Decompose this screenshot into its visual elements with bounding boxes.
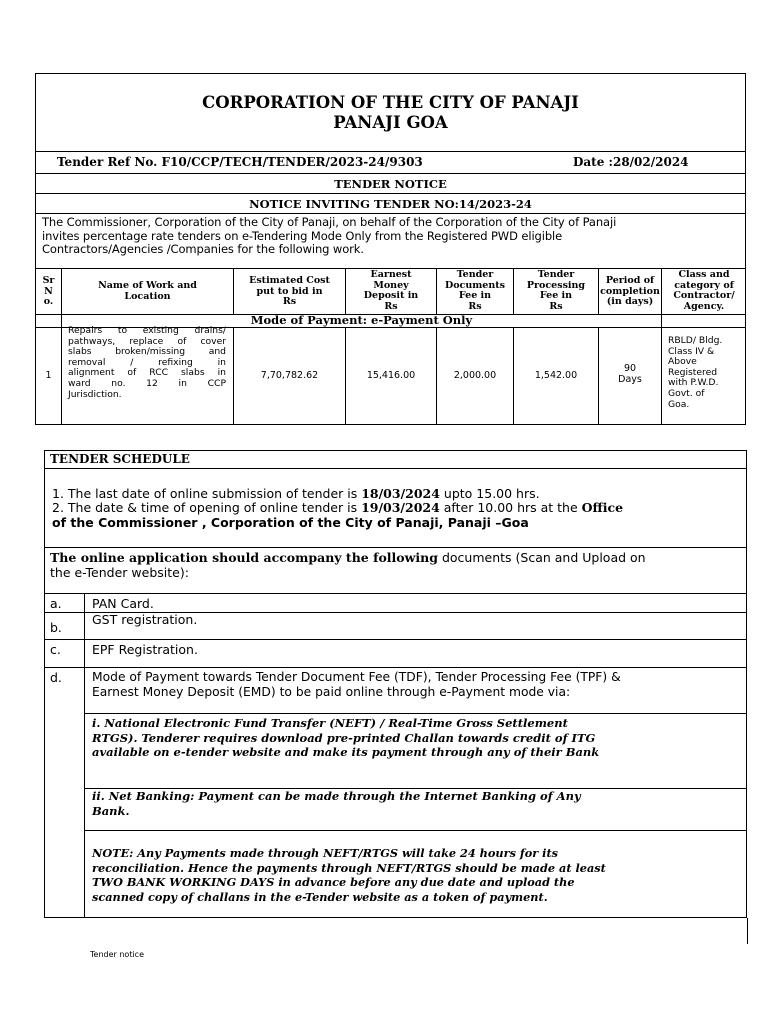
cell-earnest-money: 15,416.00 <box>366 370 416 381</box>
doc-pan-card: PAN Card. <box>92 596 154 611</box>
neft-option <box>92 716 599 760</box>
header-line: Rs <box>384 300 398 312</box>
header-line: Documents <box>444 279 505 291</box>
text: Earnest Money Deposit (EMD) to be paid online through e-Payment mode via: <box>92 685 571 699</box>
opening-date: 19/03/2024 <box>361 500 440 515</box>
header-line: completion <box>600 285 660 297</box>
list-letter: a. <box>50 596 62 611</box>
col-header-period <box>599 276 661 308</box>
page-footer: Tender notice <box>90 950 144 959</box>
divider <box>35 173 746 174</box>
schedule-line-2 <box>52 500 623 515</box>
schedule-line-1 <box>52 486 540 501</box>
header-line: Fee in <box>539 290 573 301</box>
schedule-title: TENDER SCHEDULE <box>50 452 190 466</box>
notice-title: TENDER NOTICE <box>334 177 447 191</box>
work-line: pathways, replace of cover <box>68 335 226 347</box>
header-line: (in days) <box>606 296 654 307</box>
list-letter: b. <box>50 620 62 635</box>
payment-note <box>92 846 606 904</box>
col-header-class <box>662 270 746 312</box>
work-line: alignment of RCC slabs in <box>68 367 226 379</box>
header-line: o. <box>43 296 54 307</box>
class-line: Class IV & <box>668 345 715 357</box>
office-text: Office <box>581 500 624 515</box>
col-header-sr <box>36 276 61 308</box>
tender-ref: Tender Ref No. F10/CCP/TECH/TENDER/2023-24/9303 <box>57 155 423 169</box>
schedule-line-3: of the Commissioner , Corporation of the City of Panaji, Panaji –Goa <box>52 515 529 530</box>
tender-date: Date :28/02/2024 <box>573 155 689 169</box>
header-line: Rs <box>468 300 482 312</box>
class-line: Goa. <box>668 398 690 410</box>
cell-document-fee: 2,000.00 <box>453 370 497 381</box>
text: reconciliation. Hence the payments through NEFT/RTGS should be made at least <box>92 860 606 875</box>
divider <box>44 667 747 668</box>
text: TWO BANK WORKING DAYS in advance before any due date and upload the <box>92 875 575 889</box>
header-line: N <box>44 285 53 297</box>
period-line: 90 <box>623 363 637 374</box>
notice-subtitle: NOTICE INVITING TENDER NO:14/2023-24 <box>249 197 532 211</box>
text: 2. The date & time of opening of online tender is <box>52 500 362 515</box>
intro-line: The Commissioner, Corporation of the City of Panaji, on behalf of the Corporation of the City of Panaji <box>42 215 617 229</box>
header-line: Processing <box>526 279 586 291</box>
doc-epf-registration: EPF Registration. <box>92 642 198 657</box>
work-line: Repairs to existing drains/ <box>68 325 226 336</box>
cell-work <box>68 326 226 400</box>
header-line: Sr <box>42 275 55 286</box>
col-header-emd <box>346 270 436 312</box>
margin-line <box>747 918 748 944</box>
divider <box>44 468 747 469</box>
text: The online application should accompany the following <box>50 550 438 565</box>
list-col-divider <box>84 593 85 918</box>
cell-estimated-cost: 7,70,782.62 <box>260 370 319 381</box>
cell-class <box>668 336 744 410</box>
header-line: Class and <box>678 269 730 280</box>
header-line: Tender <box>537 269 575 280</box>
header-line: Rs <box>282 296 297 307</box>
header-line: Money <box>373 279 409 291</box>
col-header-tpf <box>514 270 598 312</box>
documents-intro-2: the e-Tender website): <box>50 565 189 580</box>
class-line: Registered <box>668 366 718 378</box>
header-line: Estimated Cost <box>249 275 330 286</box>
class-line: RBLD/ Bldg. <box>668 335 723 346</box>
org-location: PANAJI GOA <box>333 113 448 132</box>
header-line: Rs <box>549 300 563 312</box>
header-line: Agency. <box>683 300 725 312</box>
text: 1. The last date of online submission of tender is <box>52 486 362 501</box>
divider <box>44 547 747 548</box>
divider <box>35 151 746 152</box>
cell-sr: 1 <box>45 370 52 381</box>
cell-period <box>599 363 661 385</box>
work-line: ward no. 12 in CCP <box>68 377 226 389</box>
list-letter: c. <box>50 642 61 657</box>
intro-paragraph <box>42 216 616 257</box>
col-header-tdf <box>437 270 513 312</box>
header-line: Deposit in <box>363 290 419 301</box>
net-banking-option <box>92 789 581 818</box>
intro-line: Contractors/Agencies /Companies for the following work. <box>42 242 364 256</box>
text: documents (Scan and Upload on <box>437 550 646 565</box>
work-line: Jurisdiction. <box>68 388 122 400</box>
org-name: CORPORATION OF THE CITY OF PANAJI <box>202 93 579 112</box>
divider <box>35 193 746 194</box>
work-line: removal / refixing in <box>68 356 226 368</box>
list-letter: d. <box>50 670 62 685</box>
divider <box>44 593 747 594</box>
header-line: Period of <box>605 275 655 286</box>
header-line: Location <box>124 290 171 302</box>
work-line: slabs broken/missing and <box>68 346 226 358</box>
header-line: Fee in <box>458 290 492 301</box>
submission-date: 18/03/2024 <box>361 486 440 501</box>
intro-line: invites percentage rate tenders on e-Tendering Mode Only from the Registered PWD eligible <box>42 228 563 243</box>
header-line: Earnest <box>370 269 412 280</box>
divider <box>44 639 747 640</box>
class-line: Govt. of <box>668 387 705 399</box>
class-line: Above <box>668 356 697 368</box>
text: NOTE: Any Payments made through NEFT/RTGS will take 24 hours for its <box>92 846 559 860</box>
documents-intro <box>50 550 646 565</box>
period-line: Days <box>618 374 642 385</box>
text: Mode of Payment towards Tender Document Fee (TDF), Tender Processing Fee (TPF) & <box>92 670 621 684</box>
text: upto 15.00 hrs. <box>439 486 540 501</box>
header-line: put to bid in <box>256 285 323 297</box>
mode-of-payment-row: Mode of Payment: e-Payment Only <box>250 313 473 327</box>
header-line: Contractor/ <box>673 290 735 301</box>
col-header-work <box>62 281 233 302</box>
payment-mode-text <box>92 670 621 700</box>
text: Bank. <box>92 803 130 818</box>
header-line: Tender <box>456 269 494 280</box>
header-line: category of <box>674 279 734 291</box>
text: scanned copy of challans in the e-Tender website as a token of payment. <box>92 889 548 904</box>
text: ii. Net Banking: Payment can be made through the Internet Banking of Any <box>92 789 581 803</box>
text: after 10.00 hrs at the <box>439 500 582 515</box>
col-header-cost <box>234 276 345 308</box>
header-line: Name of Work and <box>98 280 197 291</box>
divider <box>35 213 746 214</box>
class-line: with P.W.D. <box>668 377 719 389</box>
text: available on e-tender website and make its payment through any of their Bank <box>92 745 600 759</box>
cell-processing-fee: 1,542.00 <box>534 370 578 381</box>
divider <box>84 830 747 831</box>
doc-gst-registration: GST registration. <box>92 612 198 627</box>
text: RTGS). Tenderer requires download pre-printed Challan towards credit of ITG <box>92 730 596 745</box>
divider <box>84 713 747 714</box>
text: i. National Electronic Fund Transfer (NEFT) / Real-Time Gross Settlement <box>92 716 568 730</box>
